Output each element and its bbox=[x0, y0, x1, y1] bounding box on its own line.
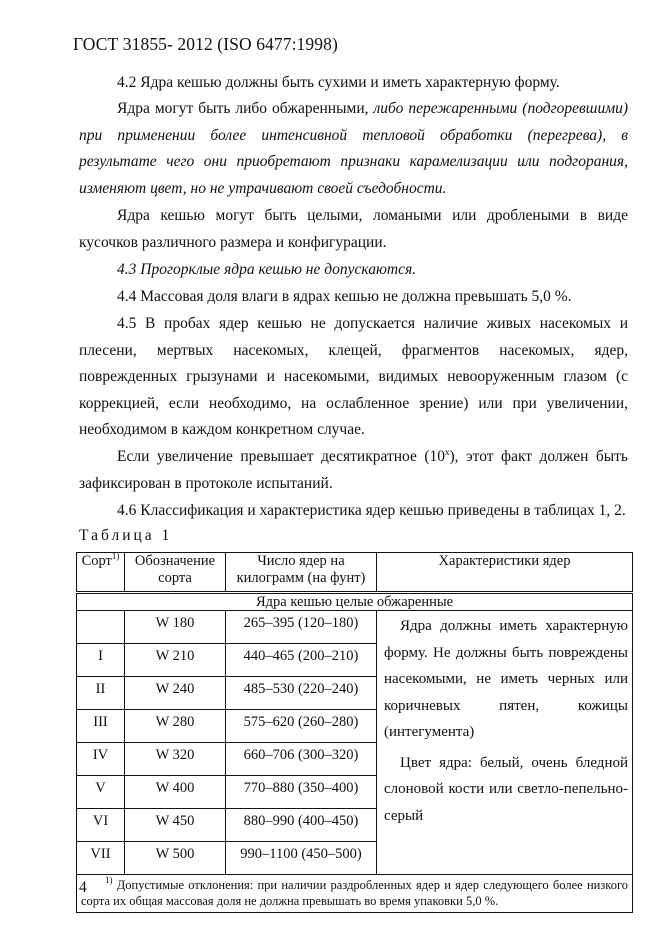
paragraph-4-2: 4.2 Ядра кешью должны быть сухими и иметь характерную форму. bbox=[117, 74, 560, 91]
paragraph-4-2-roasted-normal: Ядра могут быть либо обжаренными, bbox=[117, 100, 374, 117]
paragraph-4-6: 4.6 Классификация и характеристика ядер кешью приведены в таблицах 1, 2. bbox=[117, 502, 626, 519]
grade-cell: I bbox=[77, 644, 125, 677]
header-characteristics: Характеристики ядер bbox=[377, 553, 633, 593]
characteristics-text-2: Цвет ядра: белый, очень бледной слоновой кости или светло-пепельно-серый bbox=[384, 754, 628, 824]
magnification-text-post: ), этот факт должен быть зафиксирован в протоколе испытаний. bbox=[79, 448, 629, 492]
page-number: 4 bbox=[79, 879, 87, 896]
grade-cell: VII bbox=[77, 842, 125, 875]
count-cell: 660–706 (300–320) bbox=[226, 743, 377, 776]
code-cell: W 500 bbox=[125, 842, 226, 875]
table-row bbox=[77, 611, 633, 644]
document-header: ГОСТ 31855- 2012 (ISO 6477:1998) bbox=[73, 34, 338, 54]
code-cell: W 180 bbox=[125, 611, 226, 644]
table-header-row bbox=[77, 553, 633, 593]
characteristics-text-1: Ядра должны иметь характерную форму. Не должны быть повреждены насекомыми, не иметь черных или коричневых пятен, кожицы (интегумента) bbox=[384, 618, 628, 740]
group-title: Ядра кешью целые обжаренные bbox=[77, 593, 633, 611]
code-cell: W 280 bbox=[125, 710, 226, 743]
header-grade: Сорт$^{1)}$ bbox=[77, 553, 125, 593]
paragraph-4-5: 4.5 В пробах ядер кешью не допускается наличие живых насекомых и плесени, мертвых насекомых, клещей, фрагментов насекомых, ядер, поврежденных грызунами и насекомыми, видимых невооруженным глазом (с коррекцией, если необходимо, на ослабленное зрение) или при увеличении, необходимом в каждом конкретном случае. bbox=[79, 315, 628, 438]
paragraph-4-4: 4.4 Массовая доля влаги в ядрах кешью не должна превышать 5,0 %. bbox=[117, 288, 572, 305]
grade-cell bbox=[77, 611, 125, 644]
characteristics-cell bbox=[377, 611, 633, 875]
table-footnote bbox=[77, 875, 633, 913]
count-cell: 770–880 (350–400) bbox=[226, 776, 377, 809]
count-cell: 440–465 (200–210) bbox=[226, 644, 377, 677]
header-count: Число ядер на килограмм (на фунт) bbox=[226, 553, 377, 593]
count-cell: 880–990 (400–450) bbox=[226, 809, 377, 842]
header-designation: Обозначение сорта bbox=[125, 553, 226, 593]
footnote-marker: 1) bbox=[105, 875, 113, 885]
paragraph-4-3: 4.3 Прогорклые ядра кешью не допускаются. bbox=[117, 261, 417, 278]
count-cell: 990–1100 (450–500) bbox=[226, 842, 377, 875]
magnification-superscript: x bbox=[445, 447, 450, 457]
code-cell: W 450 bbox=[125, 809, 226, 842]
count-cell: 265–395 (120–180) bbox=[226, 611, 377, 644]
grade-cell: V bbox=[77, 776, 125, 809]
paragraph-4-2-whole: Ядра кешью могут быть целыми, ломаными или дроблеными в виде кусочков различного размера и конфигурации. bbox=[79, 207, 628, 251]
code-cell: W 320 bbox=[125, 743, 226, 776]
magnification-text-pre: Если увеличение превышает десятикратное (10 bbox=[117, 448, 445, 465]
footnote-text: Допустимые отклонения: при наличии раздробленных ядер и ядер следующего более низкого сорта их общая массовая доля не должна превышать во время упаковки 5,0 %. bbox=[81, 878, 629, 908]
grade-cell: II bbox=[77, 677, 125, 710]
code-cell: W 400 bbox=[125, 776, 226, 809]
count-cell: 575–620 (260–280) bbox=[226, 710, 377, 743]
code-cell: W 240 bbox=[125, 677, 226, 710]
paragraph-4-5-magnification bbox=[79, 444, 628, 497]
group-row bbox=[77, 593, 633, 611]
grade-cell: III bbox=[77, 710, 125, 743]
grade-cell: VI bbox=[77, 809, 125, 842]
count-cell: 485–530 (220–240) bbox=[226, 677, 377, 710]
code-cell: W 210 bbox=[125, 644, 226, 677]
grade-cell: IV bbox=[77, 743, 125, 776]
table-caption: Таблица 1 bbox=[79, 527, 173, 544]
paragraph-4-2-roasted bbox=[79, 96, 628, 202]
footnote-row bbox=[77, 875, 633, 913]
paragraph-4-2-roasted-italic: либо пережаренными (подгоревшими) при применении более интенсивной тепловой обработки (перегрева), в результате чего они приобретают признаки карамелизации или подгорания, изменяют цвет, но не утрачивают своей съедобности. bbox=[79, 100, 628, 197]
classification-table bbox=[76, 552, 633, 913]
